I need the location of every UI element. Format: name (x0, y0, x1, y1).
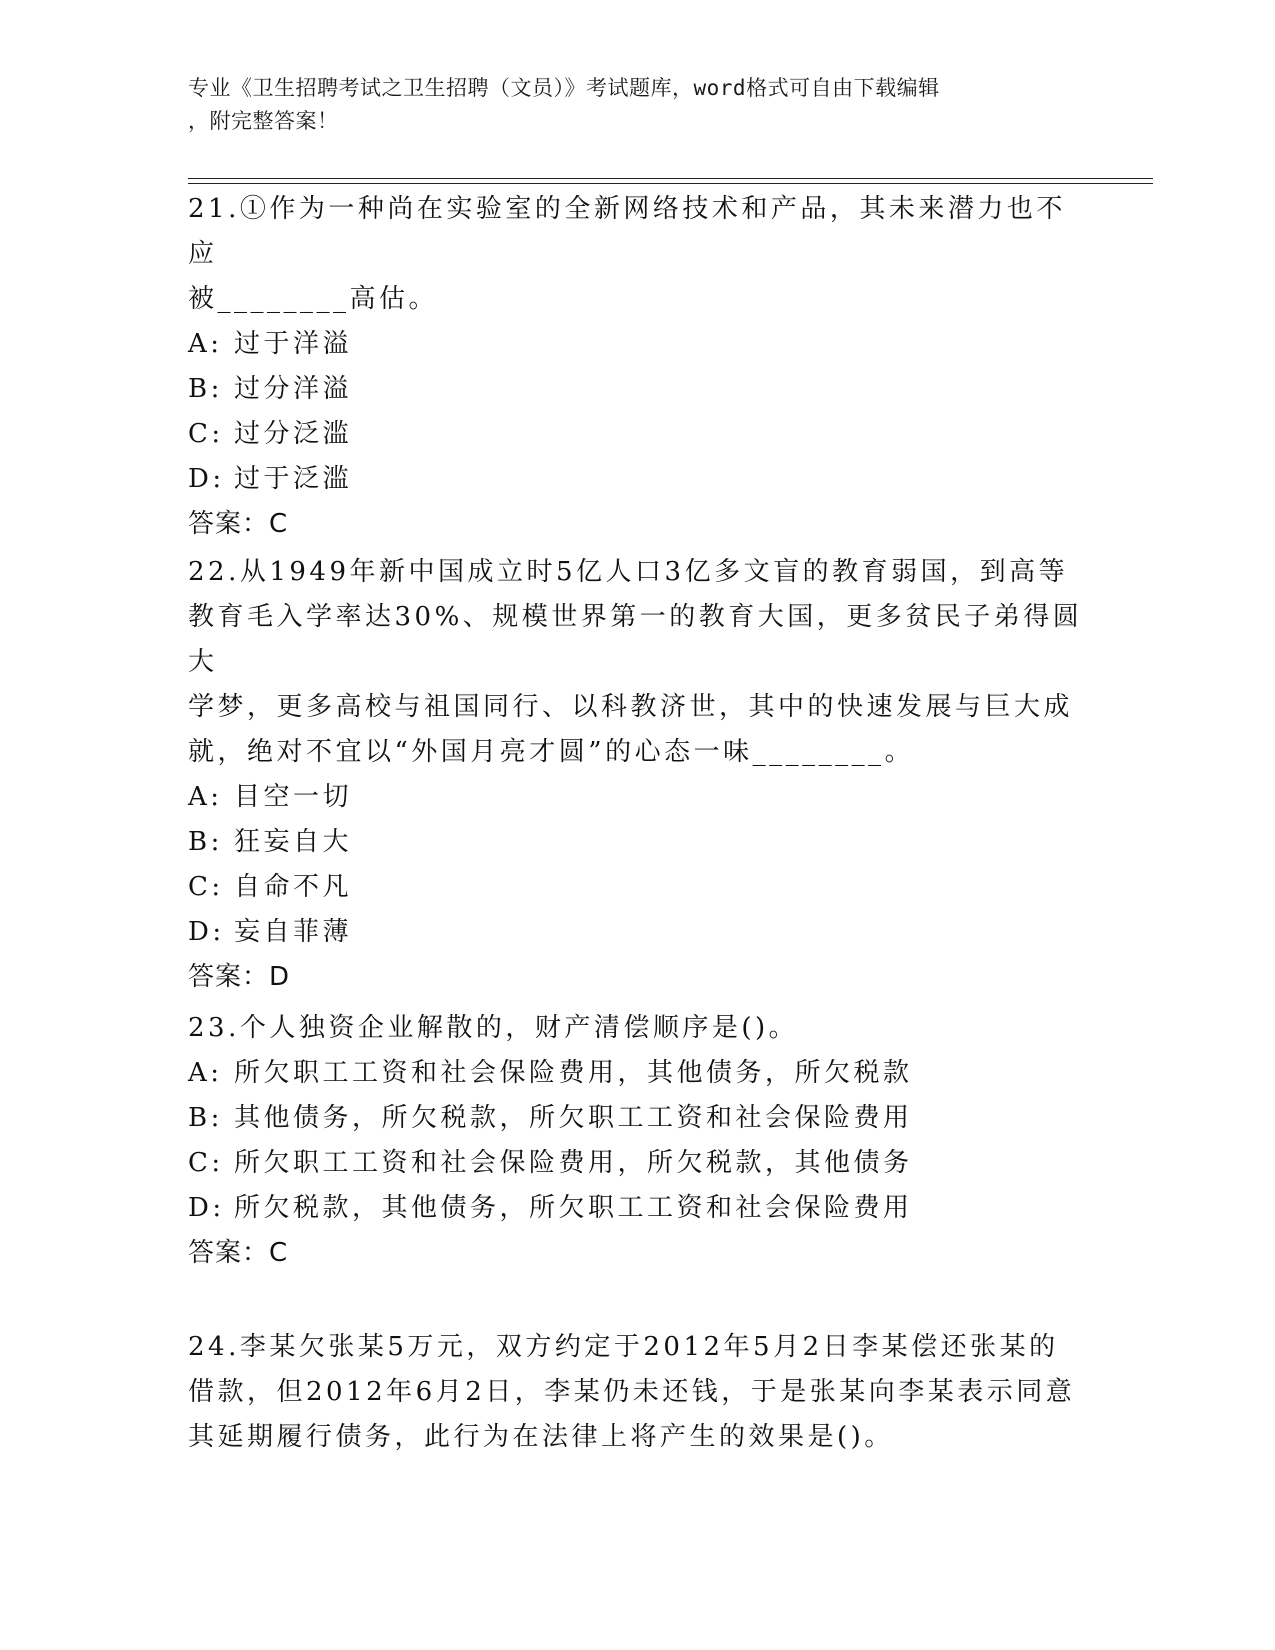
option-key: A: (188, 1058, 223, 1088)
option-text: 过于泛滥 (234, 464, 353, 494)
answer-line: 答案：C (188, 509, 289, 539)
option-key: D: (188, 917, 225, 947)
option-text: 过分洋溢 (234, 374, 353, 404)
option-text: 妄自菲薄 (234, 917, 353, 947)
option-text: 过分泛滥 (234, 419, 353, 449)
header-line-2: ，附完整答案！ (188, 109, 339, 133)
option-text: 自命不凡 (234, 872, 353, 902)
option-a (188, 322, 1088, 367)
option-text: 目空一切 (234, 782, 353, 812)
question-stem-line: 学梦，更多高校与祖国同行、以科教济世，其中的快速发展与巨大成 (188, 692, 1074, 722)
option-text: 过于洋溢 (234, 329, 353, 359)
question-24 (188, 1325, 1088, 1460)
header-divider-top (188, 178, 1153, 179)
answer-line: 答案：C (188, 1238, 289, 1268)
question-stem-line: 21.①作为一种尚在实验室的全新网络技术和产品，其未来潜力也不应 (188, 194, 1066, 269)
option-d (188, 1186, 1088, 1231)
option-key: C: (188, 1148, 224, 1178)
option-d (188, 910, 1088, 955)
question-stem-line: 24.李某欠张某5万元，双方约定于2012年5月2日李某偿还张某的 (188, 1332, 1059, 1362)
option-b (188, 367, 1088, 412)
document-header (188, 72, 1068, 138)
question-stem-line: 借款，但2012年6月2日，李某仍未还钱，于是张某向李某表示同意 (188, 1377, 1076, 1407)
option-c (188, 865, 1088, 910)
option-c (188, 412, 1088, 457)
option-key: C: (188, 419, 224, 449)
option-d (188, 457, 1088, 502)
question-stem-line: 其延期履行债务，此行为在法律上将产生的效果是()。 (188, 1422, 894, 1452)
option-text: 所欠职工工资和社会保险费用，所欠税款，其他债务 (234, 1148, 913, 1178)
option-key: B: (188, 827, 223, 857)
question-stem-line: 22.从1949年新中国成立时5亿人口3亿多文盲的教育弱国，到高等 (188, 557, 1069, 587)
option-key: B: (188, 1103, 223, 1133)
option-b (188, 1096, 1088, 1141)
question-23 (188, 1006, 1088, 1276)
question-22 (188, 550, 1088, 1000)
option-key: A: (188, 329, 223, 359)
question-stem-line: 23.个人独资企业解散的，财产清偿顺序是()。 (188, 1013, 799, 1043)
question-stem-line: 教育毛入学率达30%、规模世界第一的教育大国，更多贫民子弟得圆大 (188, 602, 1083, 677)
question-stem-line: 就，绝对不宜以“外国月亮才圆”的心态一味________。 (188, 737, 915, 767)
option-text: 狂妄自大 (234, 827, 353, 857)
option-key: D: (188, 1193, 225, 1223)
option-c (188, 1141, 1088, 1186)
option-text: 所欠税款，其他债务，所欠职工工资和社会保险费用 (234, 1193, 913, 1223)
question-stem-line: 被________高估。 (188, 284, 439, 314)
question-21 (188, 187, 1088, 547)
option-text: 所欠职工工资和社会保险费用，其他债务，所欠税款 (234, 1058, 913, 1088)
answer-line: 答案：D (188, 962, 291, 992)
option-b (188, 820, 1088, 865)
option-key: C: (188, 872, 224, 902)
option-key: A: (188, 782, 223, 812)
option-a (188, 1051, 1088, 1096)
option-key: B: (188, 374, 223, 404)
option-text: 其他债务，所欠税款，所欠职工工资和社会保险费用 (234, 1103, 913, 1133)
header-line-1: 专业《卫生招聘考试之卫生招聘（文员）》考试题库，word格式可自由下载编辑 (188, 76, 940, 100)
header-divider-bottom (188, 183, 1153, 184)
option-key: D: (188, 464, 225, 494)
option-a (188, 775, 1088, 820)
